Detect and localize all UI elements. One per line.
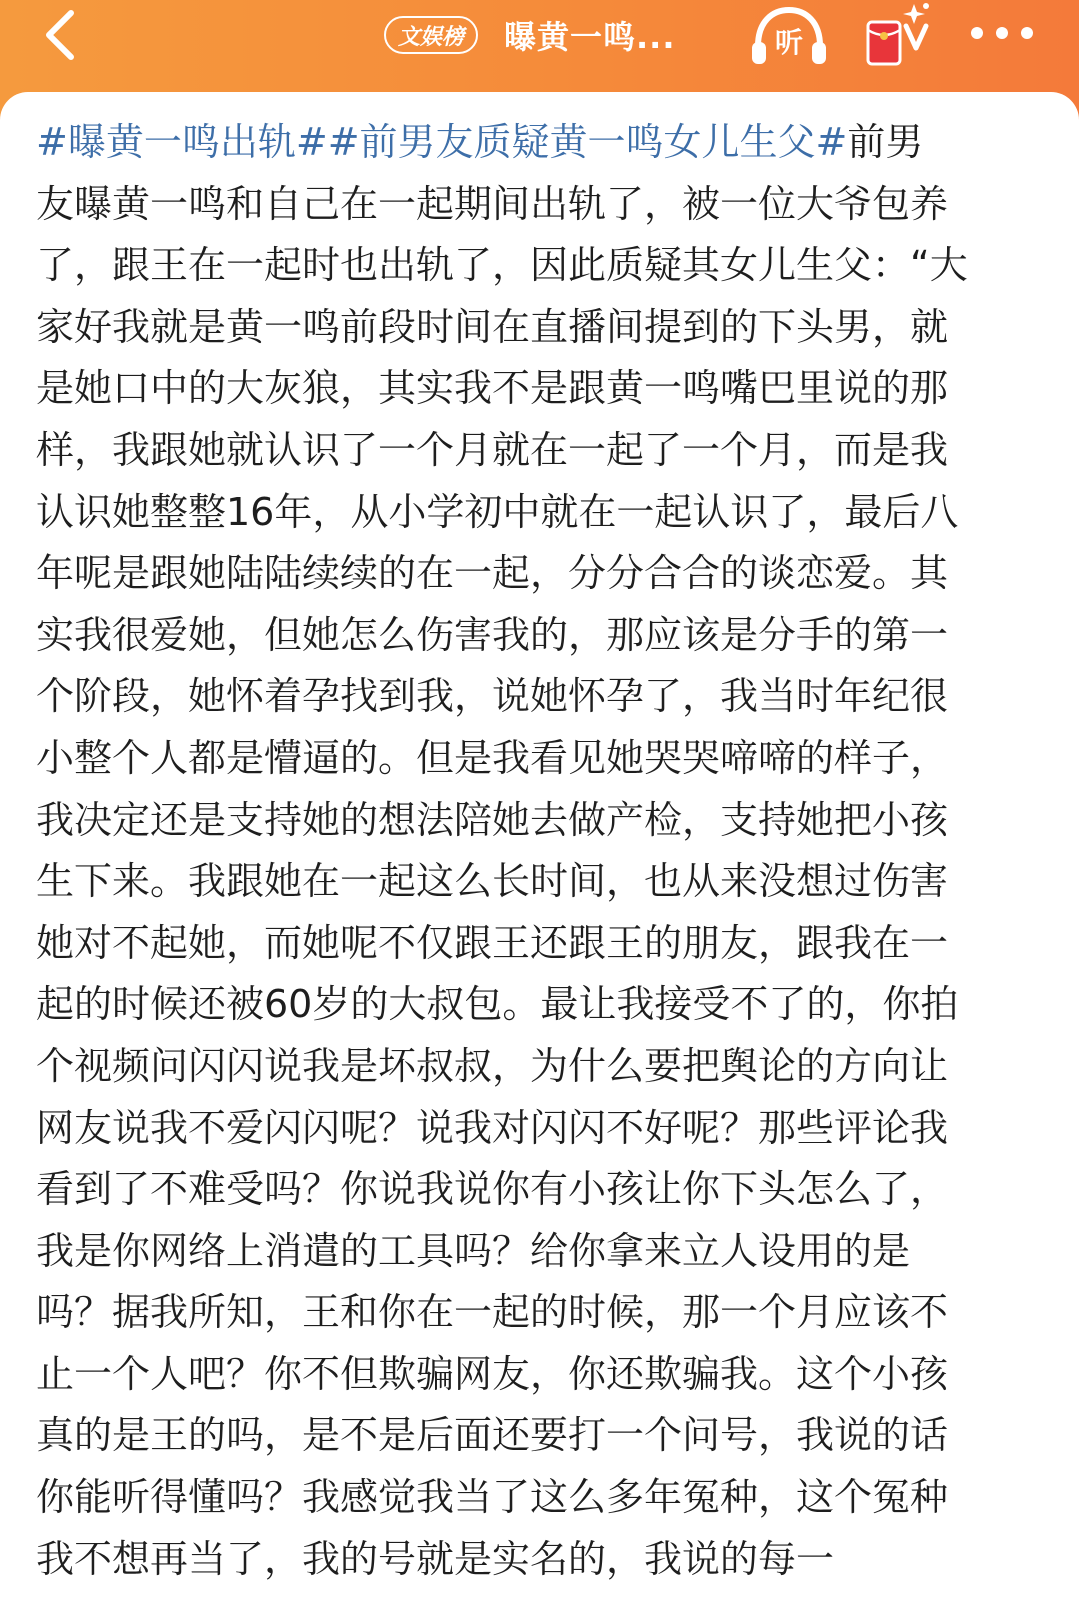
more-button[interactable] <box>962 6 1042 60</box>
header-title-group <box>384 8 676 62</box>
post-line: 实我很爱她，但她怎么伤害我的，那应该是分手的第一 <box>36 612 949 657</box>
post-line: 我不想再当了，我的号就是实名的，我说的每一 <box>36 1536 835 1581</box>
post-line: 我决定还是支持她的想法陪她去做产检，支持她把小孩 <box>36 797 949 842</box>
post-line: 个阶段，她怀着孕找到我，说她怀孕了，我当时年纪很 <box>36 674 949 719</box>
post-line: 你能听得懂吗？我感觉我当了这么多年冤种，这个冤种 <box>36 1475 949 1520</box>
post-line: 止一个人吧？你不但欺骗网友，你还欺骗我。这个小孩 <box>36 1351 949 1396</box>
post-line: 看到了不难受吗？你说我说你有小孩让你下头怎么了， <box>36 1167 949 1212</box>
post-line: 样，我跟她就认识了一个月就在一起了一个月，而是我 <box>36 427 949 472</box>
category-badge[interactable]: 文娱榜 <box>384 16 478 54</box>
post-line: 年呢是跟她陆陆续续的在一起，分分合合的谈恋爱。其 <box>36 551 949 596</box>
post-line: 个视频问闪闪说我是坏叔叔，为什么要把舆论的方向让 <box>36 1043 949 1088</box>
post-line: 友曝黄一鸣和自己在一起期间出轨了，被一位大爷包养 <box>36 181 949 226</box>
post-line: 了，跟王在一起时也出轨了，因此质疑其女儿生父：“大 <box>36 243 968 288</box>
post-line: 她对不起她，而她呢不仅跟王还跟王的朋友，跟我在一 <box>36 920 949 965</box>
red-envelope-button[interactable] <box>862 0 934 70</box>
hashtag-link[interactable]: #曝黄一鸣出轨# <box>36 120 328 164</box>
listen-button[interactable] <box>748 2 830 68</box>
page-title: 曝黄一鸣... <box>504 18 676 56</box>
back-button[interactable] <box>26 2 96 68</box>
post-line <box>36 112 1036 174</box>
post-text: 前男 <box>847 120 924 164</box>
red-envelope-icon <box>862 0 934 70</box>
post-line: 生下来。我跟她在一起这么长时间，也从来没想过伤害 <box>36 859 949 904</box>
post-line: 小整个人都是懵逼的。但是我看见她哭哭啼啼的样子， <box>36 735 949 780</box>
listen-label: 听 <box>774 26 804 59</box>
post-line: 认识她整整16年，从小学初中就在一起认识了，最后八 <box>36 489 959 534</box>
headphones-icon <box>748 2 830 68</box>
post-line: 起的时候还被60岁的大叔包。最让我接受不了的，你拍 <box>36 982 959 1027</box>
hashtag-link[interactable]: #前男友质疑黄一鸣女儿生父# <box>327 120 848 164</box>
post-line: 网友说我不爱闪闪呢？说我对闪闪不好呢？那些评论我 <box>36 1105 949 1150</box>
post-line: 家好我就是黄一鸣前段时间在直播间提到的下头男，就 <box>36 304 949 349</box>
post-line: 是她口中的大灰狼，其实我不是跟黄一鸣嘴巴里说的那 <box>36 366 949 411</box>
post-line: 真的是王的吗，是不是后面还要打一个问号，我说的话 <box>36 1413 949 1458</box>
more-dots-icon <box>967 23 1037 43</box>
post-body <box>36 112 1036 1590</box>
post-line: 吗？据我所知，王和你在一起的时候，那一个月应该不 <box>36 1290 949 1335</box>
post-line: 我是你网络上消遣的工具吗？给你拿来立人设用的是 <box>36 1228 911 1273</box>
chevron-left-icon <box>41 7 81 63</box>
